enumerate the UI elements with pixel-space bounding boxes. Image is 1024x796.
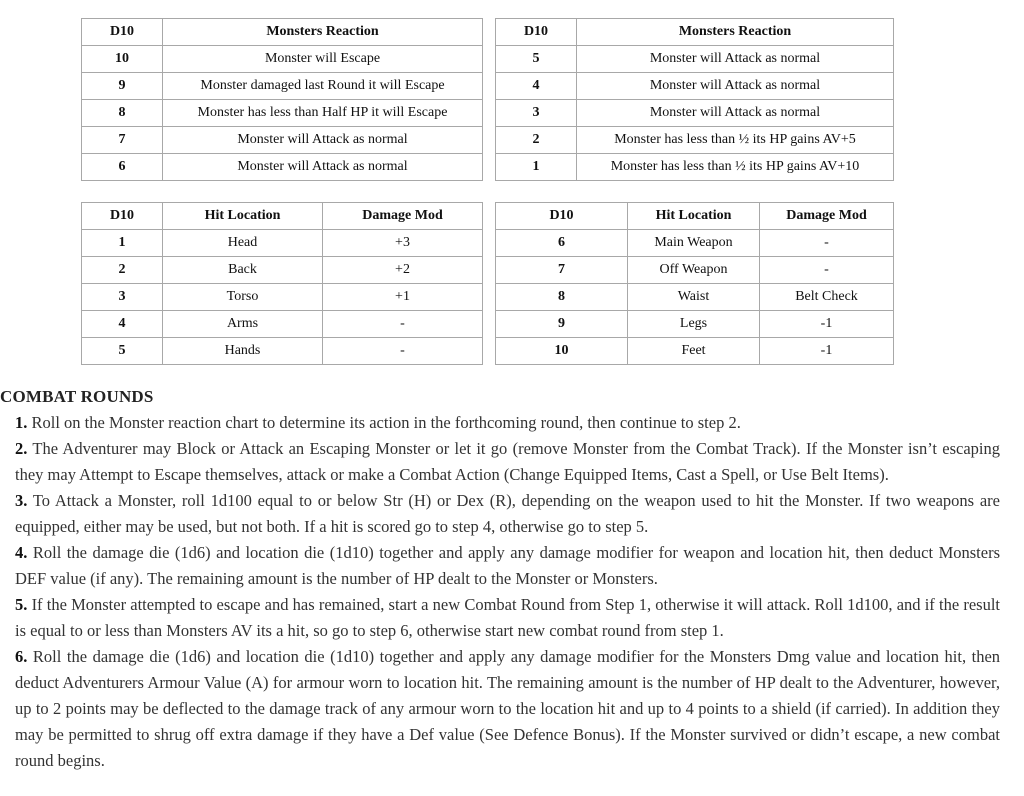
col-header-damage-mod: Damage Mod	[760, 203, 894, 230]
d10-value: 7	[496, 257, 628, 284]
d10-value: 4	[496, 73, 577, 100]
d10-value: 10	[82, 46, 163, 73]
d10-value: 5	[82, 338, 163, 365]
col-header-d10: D10	[82, 19, 163, 46]
hit-location: Feet	[628, 338, 760, 365]
d10-value: 9	[82, 73, 163, 100]
d10-value: 6	[496, 230, 628, 257]
d10-value: 6	[82, 154, 163, 181]
hit-location: Off Weapon	[628, 257, 760, 284]
hit-location: Torso	[163, 284, 323, 311]
table-row	[82, 73, 483, 100]
col-header-monsters-reaction: Monsters Reaction	[577, 19, 894, 46]
reaction-text: Monster will Attack as normal	[577, 46, 894, 73]
reaction-text: Monster has less than ½ its HP gains AV+10	[577, 154, 894, 181]
table-row	[496, 311, 894, 338]
step-text: If the Monster attempted to escape and has remained, start a new Combat Round from Step 1, otherwise it will attack. Roll 1d100, and if the result is equal to or less than Monsters AV its a hit, so go to step 6, otherwise start new combat round from step 1.	[15, 595, 1000, 640]
damage-mod: -	[760, 230, 894, 257]
section-title-combat-rounds: COMBAT ROUNDS	[0, 387, 154, 406]
table-row	[82, 154, 483, 181]
table-row	[82, 127, 483, 154]
reaction-text: Monster will Attack as normal	[163, 154, 483, 181]
reaction-text: Monster will Attack as normal	[577, 73, 894, 100]
combat-step	[15, 644, 1000, 774]
table-header-row	[496, 19, 894, 46]
combat-steps	[15, 410, 1000, 774]
table-row	[496, 73, 894, 100]
step-number: 5.	[15, 595, 28, 614]
damage-mod: +2	[323, 257, 483, 284]
table-row	[82, 311, 483, 338]
damage-mod: +1	[323, 284, 483, 311]
hit-location-table-left	[81, 202, 483, 365]
step-text: To Attack a Monster, roll 1d100 equal to or below Str (H) or Dex (R), depending on the weapon used to hit the Monster. If two weapons are equipped, either may be used, but not both. If a hit is scored go to step 4, otherwise go to step 5.	[15, 491, 1000, 536]
hit-location: Main Weapon	[628, 230, 760, 257]
monster-reaction-table-left	[81, 18, 483, 181]
step-text: The Adventurer may Block or Attack an Escaping Monster or let it go (remove Monster from the Combat Track). If the Monster isn’t escaping they may Attempt to Escape themselves, attack or make a Combat Action (Change Equipped Items, Cast a Spell, or Use Belt Items).	[15, 439, 1001, 484]
combat-step	[15, 540, 1000, 592]
step-number: 2.	[15, 439, 28, 458]
table-row	[496, 46, 894, 73]
damage-mod: -1	[760, 338, 894, 365]
table-header-row	[496, 203, 894, 230]
table-row	[496, 338, 894, 365]
d10-value: 8	[496, 284, 628, 311]
reaction-text: Monster will Escape	[163, 46, 483, 73]
d10-value: 2	[82, 257, 163, 284]
col-header-hit-location: Hit Location	[628, 203, 760, 230]
table-header-row	[82, 19, 483, 46]
col-header-hit-location: Hit Location	[163, 203, 323, 230]
combat-step	[15, 410, 1000, 436]
table-row	[496, 230, 894, 257]
combat-step	[15, 488, 1000, 540]
hit-location: Arms	[163, 311, 323, 338]
damage-mod: -1	[760, 311, 894, 338]
table-header-row	[82, 203, 483, 230]
d10-value: 7	[82, 127, 163, 154]
table-row	[82, 284, 483, 311]
hit-location: Legs	[628, 311, 760, 338]
hit-location: Head	[163, 230, 323, 257]
hit-location-table-right	[495, 202, 894, 365]
d10-value: 10	[496, 338, 628, 365]
table-row	[496, 127, 894, 154]
table-row	[496, 100, 894, 127]
hit-location: Hands	[163, 338, 323, 365]
d10-value: 8	[82, 100, 163, 127]
hit-location: Back	[163, 257, 323, 284]
d10-value: 1	[496, 154, 577, 181]
col-header-d10: D10	[82, 203, 163, 230]
d10-value: 3	[496, 100, 577, 127]
step-number: 4.	[15, 543, 28, 562]
table-row	[82, 338, 483, 365]
reaction-text: Monster will Attack as normal	[163, 127, 483, 154]
d10-value: 5	[496, 46, 577, 73]
damage-mod: Belt Check	[760, 284, 894, 311]
table-row	[82, 46, 483, 73]
d10-value: 9	[496, 311, 628, 338]
d10-value: 3	[82, 284, 163, 311]
damage-mod: -	[760, 257, 894, 284]
col-header-damage-mod: Damage Mod	[323, 203, 483, 230]
table-row	[496, 257, 894, 284]
step-number: 6.	[15, 647, 28, 666]
table-row	[496, 154, 894, 181]
step-text: Roll the damage die (1d6) and location die (1d10) together and apply any damage modifier for weapon and location hit, then deduct Monsters DEF value (if any). The remaining amount is the number of HP dealt to the Monster or Monsters.	[15, 543, 1001, 588]
step-text: Roll on the Monster reaction chart to determine its action in the forthcoming round, then continue to step 2.	[31, 413, 741, 432]
table-row	[496, 284, 894, 311]
table-row	[82, 257, 483, 284]
d10-value: 1	[82, 230, 163, 257]
combat-step	[15, 436, 1000, 488]
d10-value: 4	[82, 311, 163, 338]
step-number: 1.	[15, 413, 28, 432]
reaction-text: Monster will Attack as normal	[577, 100, 894, 127]
col-header-d10: D10	[496, 203, 628, 230]
reaction-text: Monster has less than ½ its HP gains AV+5	[577, 127, 894, 154]
step-text: Roll the damage die (1d6) and location die (1d10) together and apply any damage modifier for the Monsters Dmg value and location hit, then deduct Adventurers Armour Value (A) for armour worn to location hit. The remaining amount is the number of HP dealt to the Adventurer, however, up to 2 points may be deflected to the damage track of any armour worn to the location hit and up to 4 points to a shield (if carried). In addition they may be permitted to shrug off extra damage if they have a Def value (See Defence Bonus). If the Monster survived or didn’t escape, a new combat round begins.	[15, 647, 1001, 770]
table-row	[82, 100, 483, 127]
hit-location: Waist	[628, 284, 760, 311]
damage-mod: -	[323, 338, 483, 365]
col-header-monsters-reaction: Monsters Reaction	[163, 19, 483, 46]
monster-reaction-table-right	[495, 18, 894, 181]
d10-value: 2	[496, 127, 577, 154]
reaction-text: Monster damaged last Round it will Escape	[163, 73, 483, 100]
damage-mod: +3	[323, 230, 483, 257]
table-row	[82, 230, 483, 257]
step-number: 3.	[15, 491, 28, 510]
reaction-text: Monster has less than Half HP it will Escape	[163, 100, 483, 127]
damage-mod: -	[323, 311, 483, 338]
col-header-d10: D10	[496, 19, 577, 46]
combat-step	[15, 592, 1000, 644]
